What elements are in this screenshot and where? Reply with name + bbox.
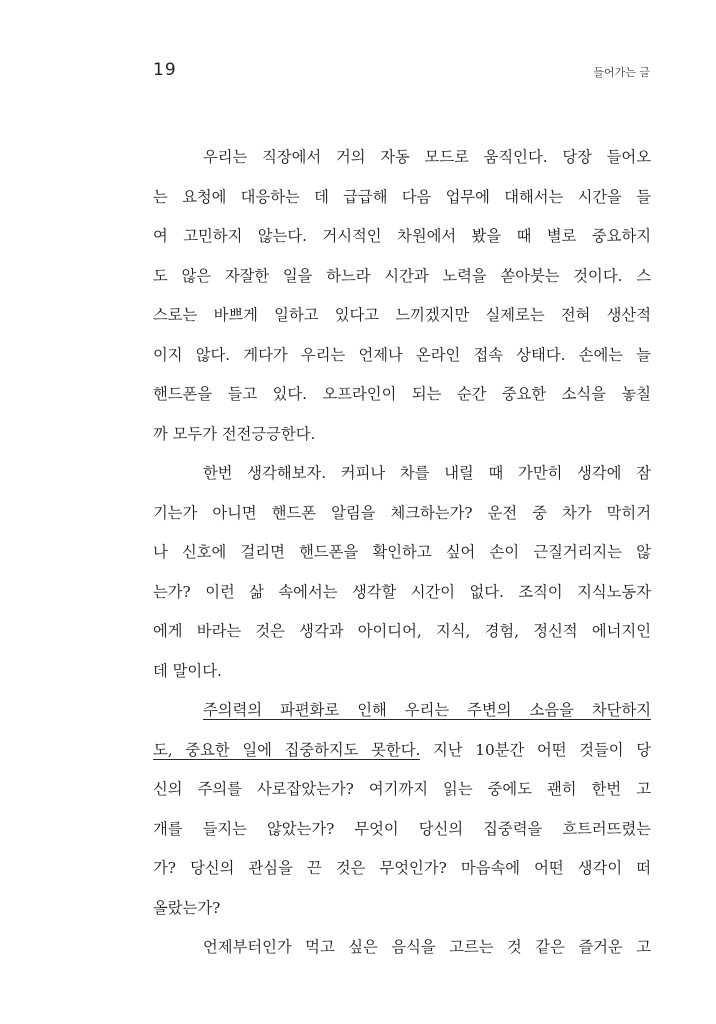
text-line: 올랐는가? <box>153 898 221 917</box>
text-line: 우리는 직장에서 거의 자동 모드로 움직인다. 당장 들어오 <box>203 148 651 166</box>
text-line: 기는가 아니면 핸드폰 알림을 체크하는가? 운전 중 차가 막히거 <box>153 503 651 522</box>
text-line: 개를 들지는 않았는가? 무엇이 당신의 집중력을 흐트러뜨렸는 <box>153 819 651 838</box>
text-line: 신의 주의를 사로잡았는가? 여기까지 읽는 중에도 괜히 한번 고 <box>153 780 651 798</box>
text-line-underlined <box>153 691 651 731</box>
plain-text: 지난 10분간 어떤 것들이 당 <box>420 740 651 759</box>
running-title: 들어가는 글 <box>593 66 650 79</box>
text-line: 는가? 이런 삶 속에서는 생각할 시간이 없다. 조직이 지식노동자 <box>153 582 651 601</box>
page-number: 19 <box>153 60 177 80</box>
text-line: 에게 바라는 것은 생각과 아이디어, 지식, 경험, 정신적 에너지인 <box>153 622 651 640</box>
text-line: 가? 당신의 관심을 끈 것은 무엇인가? 마음속에 어떤 생각이 떠 <box>153 859 651 877</box>
text-line: 나 신호에 걸리면 핸드폰을 확인하고 싶어 손이 근질거리지는 않 <box>153 543 651 561</box>
text-line: 핸드폰을 들고 있다. 오프라인이 되는 순간 중요한 소식을 놓칠 <box>153 385 651 403</box>
text-line: 언제부터인가 먹고 싶은 음식을 고르는 것 같은 즐거운 고 <box>203 938 651 956</box>
text-line: 스로는 바쁘게 일하고 있다고 느끼겠지만 실제로는 전혀 생산적 <box>153 306 651 324</box>
text-line: 여 고민하지 않는다. 거시적인 차원에서 봤을 때 별로 중요하지 <box>153 227 651 245</box>
text-line: 데 말이다. <box>153 661 222 680</box>
text-line: 도 않은 자잘한 일을 하느라 시간과 노력을 쏟아붓는 것이다. 스 <box>153 266 651 285</box>
body-text <box>153 138 651 968</box>
text-line: 이지 않다. 게다가 우리는 언제나 온라인 접속 상태다. 손에는 늘 <box>153 345 651 364</box>
text-line: 는 요청에 대응하는 데 급급해 다음 업무에 대해서는 시간을 들 <box>153 187 651 206</box>
text-line: 까 모두가 전전긍긍한다. <box>153 424 316 443</box>
underlined-text: 도, 중요한 일에 집중하지도 못한다. <box>153 740 421 759</box>
text-line: 한번 생각해보자. 커피나 차를 내릴 때 가만히 생각에 잠 <box>203 464 651 482</box>
text-line-mixed <box>153 731 651 771</box>
underlined-text: 주의력의 파편화로 인해 우리는 주변의 소음을 차단하지 <box>203 701 651 719</box>
